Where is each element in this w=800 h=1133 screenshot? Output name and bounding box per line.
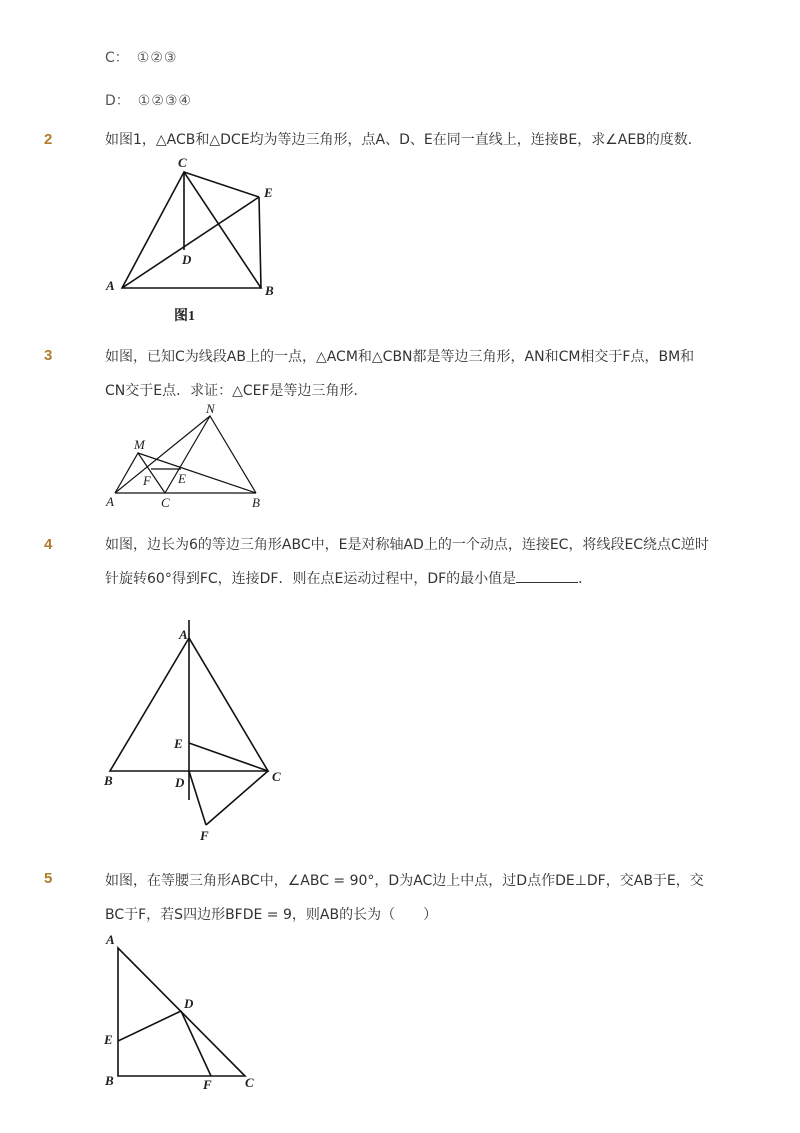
segment-ce — [184, 172, 259, 197]
question-4-line-2-text: 针旋转60°得到FC，连接DF．则在点E运动过程中，DF的最小值是 — [105, 571, 517, 587]
label-d: D — [184, 996, 194, 1011]
question-4-line-2-end: ． — [578, 571, 593, 587]
label-n: N — [206, 401, 215, 416]
label-d: D — [182, 252, 192, 267]
answer-blank[interactable] — [516, 568, 578, 583]
question-5-figure — [100, 930, 270, 1100]
question-4-figure — [100, 600, 300, 845]
label-m: M — [134, 437, 145, 452]
label-c: C — [178, 155, 187, 170]
segment-ec — [189, 743, 268, 771]
label-b: B — [252, 495, 260, 510]
label-c: C — [245, 1075, 254, 1090]
label-e: E — [104, 1032, 113, 1047]
question-5-line-2: BC于F，若S四边形BFDE = 9，则AB的长为（ ） — [105, 907, 438, 923]
question-3-figure — [100, 400, 280, 512]
question-2-caption: 图1 — [174, 309, 195, 324]
question-4-line-2 — [105, 562, 725, 596]
segment-bm — [138, 453, 256, 493]
label-a: A — [106, 278, 115, 293]
question-5-number: 5 — [44, 870, 53, 887]
segment-df — [189, 771, 206, 825]
label-e: E — [178, 471, 186, 486]
label-a: A — [106, 494, 114, 509]
option-c-value: ①②③ — [136, 50, 178, 66]
label-f: F — [200, 828, 209, 843]
question-2-line-1: 如图1，△ACB和△DCE均为等边三角形，点A、D、E在同一直线上，连接BE，求∠AEB的度数． — [105, 132, 702, 148]
question-3-line-1: 如图，已知C为线段AB上的一点，△ACM和△CBN都是等边三角形，AN和CM相交于F点，BM和 — [105, 349, 695, 365]
question-5-line-1: 如图，在等腰三角形ABC中，∠ABC = 90°，D为AC边上中点，过D点作DE⊥DF，交AB于E，交 — [105, 873, 704, 889]
question-2-figure — [100, 150, 290, 310]
question-3-text — [105, 340, 725, 408]
label-a: A — [106, 932, 115, 947]
question-3-line-2: CN交于E点．求证：△CEF是等边三角形． — [105, 383, 368, 399]
question-2-number: 2 — [44, 131, 53, 148]
segment-df — [181, 1011, 211, 1076]
option-c-letter: C： — [105, 50, 129, 66]
label-b: B — [105, 1073, 114, 1088]
label-c: C — [161, 495, 170, 510]
option-d[interactable] — [105, 90, 192, 110]
segment-de — [118, 1011, 181, 1041]
label-f: F — [203, 1077, 212, 1092]
segment-ae — [122, 197, 259, 288]
question-4-text — [105, 528, 725, 596]
segment-cf — [206, 771, 268, 825]
label-c: C — [272, 769, 281, 784]
label-f: F — [143, 473, 151, 488]
label-b: B — [104, 773, 113, 788]
label-e: E — [264, 185, 273, 200]
question-3-number: 3 — [44, 347, 53, 364]
triangle-acb — [122, 172, 261, 288]
label-e: E — [174, 736, 183, 751]
segment-an — [115, 416, 210, 493]
label-d: D — [175, 775, 185, 790]
option-c[interactable] — [105, 47, 177, 67]
segment-eb — [259, 197, 261, 288]
question-4-number: 4 — [44, 536, 53, 553]
question-5-text — [105, 864, 725, 932]
option-d-letter: D： — [105, 93, 130, 109]
option-d-value: ①②③④ — [137, 93, 192, 109]
question-4-line-1: 如图，边长为6的等边三角形ABC中，E是对称轴AD上的一个动点，连接EC，将线段EC绕点C逆时 — [105, 537, 709, 553]
label-a: A — [179, 627, 188, 642]
label-b: B — [265, 283, 274, 298]
